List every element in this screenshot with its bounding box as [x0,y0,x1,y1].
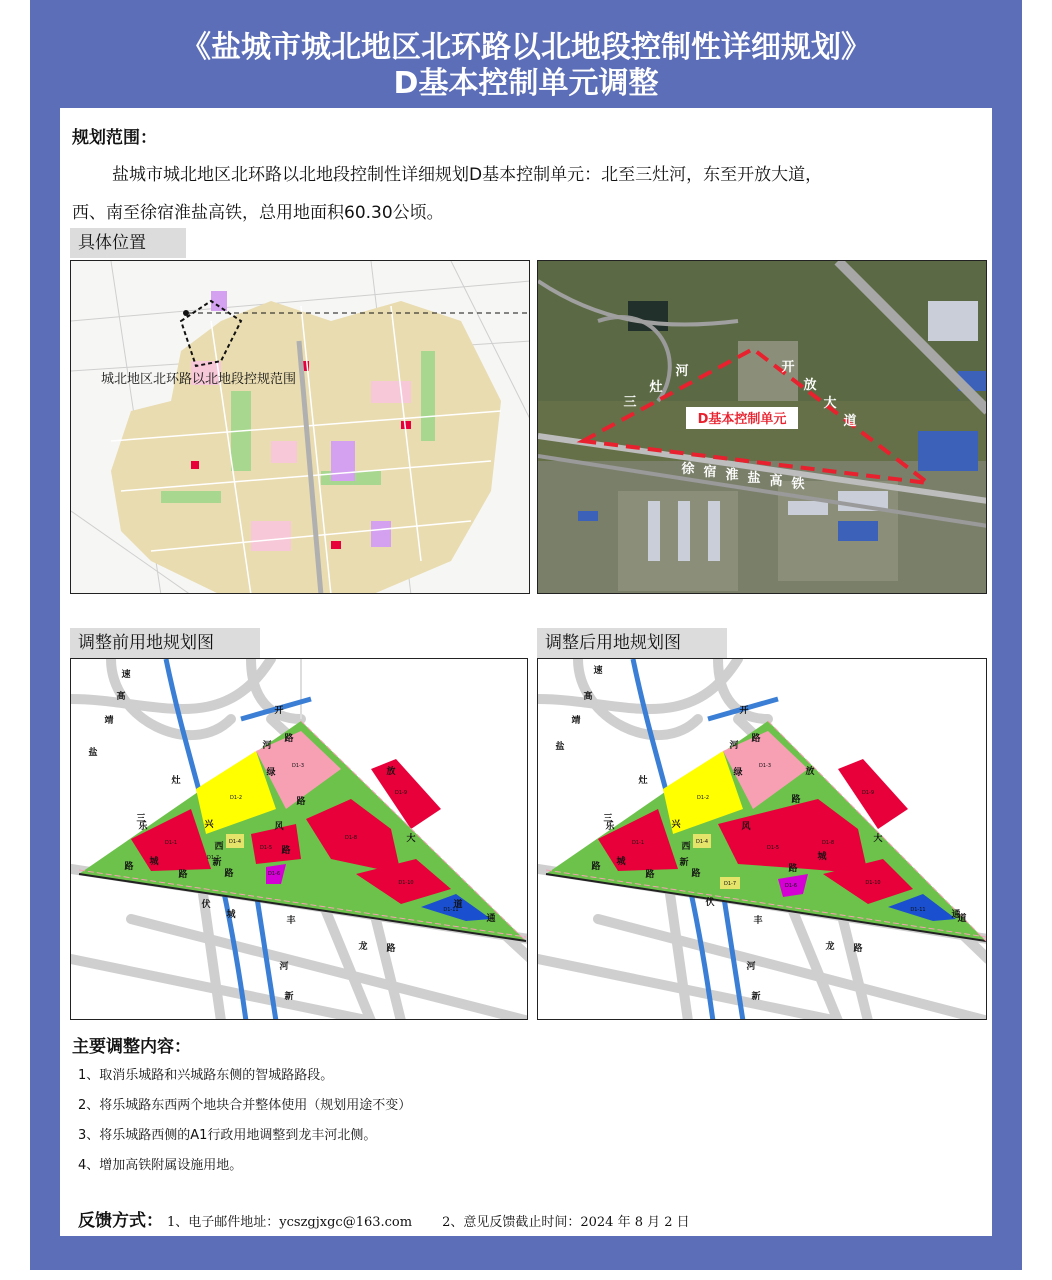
after-label-lu7: 路 [853,944,863,954]
adjustment-item-2: 2、将乐城路东西两个地块合并整体使用（规划用途不变） [78,1098,412,1113]
after-label-lu2: 路 [791,795,801,805]
after-map [537,658,987,1020]
after-label-gao: 高 [583,692,593,702]
after-label-le: 乐 [605,822,615,832]
before-label-zao: 灶 [171,776,181,786]
before-parcel-d1-1: D1-1 [164,840,178,846]
adjustment-item-1: 1、取消乐城路和兴城路东侧的智城路路段。 [78,1068,334,1083]
satellite-map-svg [538,261,987,594]
avenue-char-1: 开 [781,360,795,375]
after-label-lu6: 路 [591,862,601,872]
after-label-xin2: 新 [751,992,761,1002]
after-label-lu5: 路 [691,869,701,879]
before-label-he2: 河 [279,962,289,972]
after-parcel-d1-7: D1-7 [723,881,737,887]
river-char-2: 灶 [649,380,663,395]
rail-char-6: 铁 [791,477,805,492]
before-label-fu: 伏 [201,900,211,910]
tab-after: 调整后用地规划图 [537,628,727,658]
feedback-row [78,1206,690,1231]
after-parcel-d1-9: D1-9 [861,790,875,796]
after-label-da: 大 [873,834,883,844]
before-label-le: 乐 [138,822,148,832]
location-map-left-svg [71,261,530,594]
after-parcel-d1-10: D1-10 [865,880,881,886]
before-label-yan: 盐 [88,748,98,758]
before-label-cheng2: 城 [226,910,236,920]
location-map-left [70,260,530,594]
before-parcel-d1-9: D1-9 [394,790,408,796]
before-parcel-d1-4: D1-4 [228,839,242,845]
after-parcel-d1-3: D1-3 [758,763,772,769]
before-map-svg [71,659,528,1020]
after-label-zao: 灶 [638,776,648,786]
tab-location: 具体位置 [70,228,186,258]
feedback-label: 反馈方式： [78,1211,163,1231]
rail-char-4: 盐 [747,471,761,486]
after-map-svg [538,659,987,1020]
unit-label: D基本控制单元 [697,412,787,427]
rail-char-2: 宿 [703,465,717,480]
before-label-he: 河 [262,741,272,751]
after-label-dao: 道 [957,914,967,924]
after-label-lu4: 路 [788,864,798,874]
before-label-xin2: 新 [284,992,294,1002]
before-label-da: 大 [406,834,416,844]
before-label-su: 速 [121,670,131,680]
before-label-long: 龙 [358,942,368,952]
river-char-3: 河 [675,364,689,379]
after-label-lu1: 路 [751,734,761,744]
after-label-xin1: 新 [679,858,689,868]
after-parcel-d1-2: D1-2 [696,795,710,801]
before-label-fang: 放 [386,767,396,777]
adjustment-item-4: 4、增加高铁附属设施用地。 [78,1158,243,1173]
before-label-kai: 开 [274,706,284,716]
after-parcel-d1-6: D1-6 [784,883,798,889]
before-label-lu5: 路 [224,869,234,879]
after-parcel-d1-11: D1-11 [910,907,926,913]
before-label-xi: 西 [214,842,224,852]
before-parcel-d1-8: D1-8 [344,835,358,841]
after-label-fu: 伏 [705,898,715,908]
rail-char-1: 徐 [681,462,695,477]
after-label-kai: 开 [739,706,749,716]
after-label-san: 三 [603,814,613,824]
scope-text-line-1: 盐城市城北地区北环路以北地段控制性详细规划D基本控制单元：北至三灶河，东至开放大道， [112,165,823,185]
before-label-lv: 绿 [266,768,276,778]
after-label-cheng2: 城 [817,852,827,862]
before-parcel-d1-7: D1-7 [206,855,220,861]
before-parcel-d1-5: D1-5 [259,845,273,851]
after-label-feng: 风 [741,822,751,832]
after-label-lu3: 路 [645,870,655,880]
before-label-feng: 风 [274,822,284,832]
after-label-cheng1: 城 [616,857,626,867]
scope-heading: 规划范围： [72,128,157,148]
after-label-su: 速 [593,666,603,676]
after-label-he: 河 [729,741,739,751]
after-label-tong: 通 [951,910,961,920]
avenue-char-4: 道 [843,414,857,429]
feedback-deadline: 2、意见反馈截止时间：2024 年 8 月 2 日 [442,1215,690,1230]
before-parcel-d1-10: D1-10 [398,880,414,886]
before-label-lu7: 路 [386,944,396,954]
before-parcel-d1-3: D1-3 [291,763,305,769]
before-label-lu2: 路 [296,797,306,807]
before-label-jing: 靖 [104,716,114,726]
after-label-fang: 放 [805,767,815,777]
after-label-lv: 绿 [733,768,743,778]
feedback-email[interactable]: 1、电子邮件地址：ycszgjxgc@163.com [167,1215,413,1230]
after-parcel-d1-8: D1-8 [821,840,835,846]
before-parcel-d1-6: D1-6 [267,871,281,877]
title-line-1: 《盐城市城北地区北环路以北地段控制性详细规划》 [181,30,871,65]
after-label-feng2: 丰 [753,916,763,926]
after-label-he2: 河 [746,962,756,972]
after-label-yan: 盐 [555,742,565,752]
after-label-xi: 西 [681,842,691,852]
before-label-gao: 高 [116,692,126,702]
after-label-jing: 靖 [571,716,581,726]
tab-before: 调整前用地规划图 [70,628,260,658]
adjustment-item-3: 3、将乐城路西侧的A1行政用地调整到龙丰河北侧。 [78,1128,377,1143]
before-label-lu1: 路 [284,734,294,744]
before-label-san: 三 [136,814,146,824]
title-line-2: D基本控制单元调整 [393,66,659,101]
avenue-char-3: 大 [823,396,837,411]
before-label-feng2: 丰 [286,916,296,926]
rail-char-3: 淮 [725,468,739,483]
before-label-dao: 道 [453,900,463,910]
river-char-1: 三 [623,395,637,410]
before-label-tong: 通 [486,914,496,924]
before-label-xin1: 新 [212,858,222,868]
before-parcel-d1-11: D1-11 [443,907,459,913]
scope-text-line-2: 西、南至徐宿淮盐高铁，总用地面积60.30公顷。 [72,203,444,223]
after-parcel-d1-4: D1-4 [695,839,709,845]
after-parcel-d1-5: D1-5 [766,845,780,851]
satellite-map [537,260,987,594]
avenue-char-2: 放 [803,378,817,393]
before-parcel-d1-2: D1-2 [229,795,243,801]
before-map [70,658,528,1020]
before-label-lu4: 路 [281,846,291,856]
after-label-xing: 兴 [671,820,681,830]
left-map-label: 城北地区北环路以北地段控规范围 [101,372,297,387]
after-label-long: 龙 [825,942,835,952]
before-label-xing: 兴 [204,820,214,830]
after-parcel-d1-1: D1-1 [631,840,645,846]
adjustments-heading: 主要调整内容： [72,1037,191,1057]
rail-char-5: 高 [769,474,783,489]
before-label-cheng1: 城 [149,857,159,867]
before-label-lu6: 路 [124,862,134,872]
before-label-lu3: 路 [178,870,188,880]
